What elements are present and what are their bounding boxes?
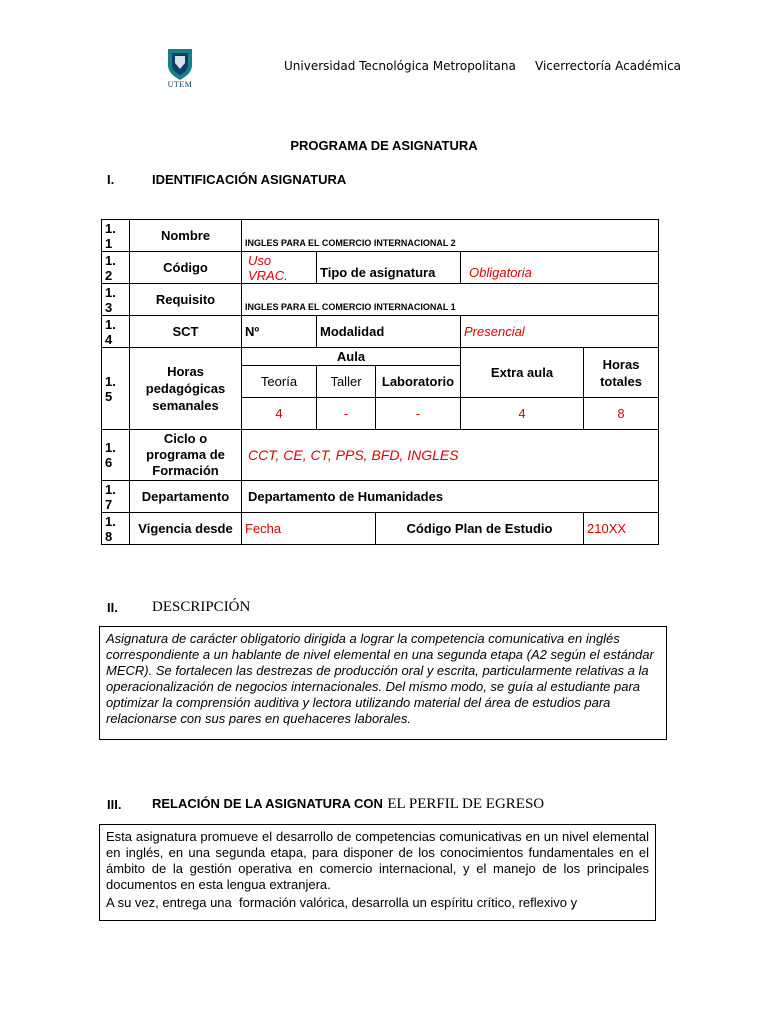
table-row — [102, 348, 659, 366]
section3-title — [152, 795, 544, 813]
table-row — [102, 430, 659, 481]
logo-text: UTEM — [167, 80, 193, 89]
table-row — [102, 220, 659, 252]
table-row — [102, 481, 659, 513]
label-tipo-asignatura: Tipo de asignatura — [317, 252, 461, 284]
label-departamento: Departamento — [130, 481, 242, 513]
label-horas-pedagogicas: Horas pedagógicas semanales — [130, 348, 242, 430]
row-number: 1. 1 — [102, 220, 130, 252]
label-vigencia: Vigencia desde — [130, 513, 242, 545]
relation-box — [99, 824, 656, 921]
value-sct: Nº — [242, 316, 317, 348]
relation-paragraph-1: Esta asignatura promueve el desarrollo de competencias comunicativas en un nivel elemental en inglés, en una segunda etapa, para disponer de los conocimientos fundamentales en el ámbito de la gestión operativa en comercio internacional, y el manejo de los principales documentos en esta lengua extranjera. — [106, 829, 649, 892]
label-horas-totales: Horas totales — [584, 348, 659, 398]
label-teoria: Teoría — [242, 366, 317, 398]
header-university: Universidad Tecnológica Metropolitana — [284, 59, 516, 73]
value-teoria: 4 — [242, 398, 317, 430]
label-requisito: Requisito — [130, 284, 242, 316]
value-laboratorio: - — [376, 398, 461, 430]
value-ciclo: CCT, CE, CT, PPS, BFD, INGLES — [242, 430, 659, 481]
label-laboratorio: Laboratorio — [376, 366, 461, 398]
section2-title: DESCRIPCIÓN — [152, 599, 251, 615]
header-office: Vicerrectoría Académica — [535, 59, 682, 73]
value-requisito: INGLES PARA EL COMERCIO INTERNACIONAL 1 — [242, 284, 659, 316]
value-modalidad: Presencial — [461, 316, 659, 348]
row-number: 1. 6 — [102, 430, 130, 481]
value-horas-totales: 8 — [584, 398, 659, 430]
value-tipo-asignatura: Obligatoria — [461, 252, 659, 284]
label-modalidad: Modalidad — [317, 316, 461, 348]
section1-title: IDENTIFICACIÓN ASIGNATURA — [152, 172, 347, 187]
description-text: Asignatura de carácter obligatorio dirigida a lograr la competencia comunicativa en inglés correspondiente a un hablante de nivel elemental en una segunda etapa (A2 según el estándar MECR). Se fortalecen las destrezas de producción oral y escrita, particularmente relativas a la operacionalización de negocios internacionales. Del mismo modo, se guía al estudiante para optimizar la comprensión auditiva y lectora utilizando material del área de estudios para relacionarse con sus pares en quehaceres laborales. — [106, 631, 654, 726]
table-row — [102, 252, 659, 284]
table-row — [102, 316, 659, 348]
value-vigencia: Fecha — [242, 513, 376, 545]
value-departamento: Departamento de Humanidades — [242, 481, 659, 513]
table-row — [102, 513, 659, 545]
value-extra-aula: 4 — [461, 398, 584, 430]
table-row — [102, 284, 659, 316]
value-taller: - — [317, 398, 376, 430]
section1-num: I. — [107, 172, 115, 187]
value-codigo-plan: 210XX — [584, 513, 659, 545]
row-number: 1. 4 — [102, 316, 130, 348]
page-title: PROGRAMA DE ASIGNATURA — [290, 138, 478, 153]
value-codigo: Uso VRAC. — [242, 252, 317, 284]
label-extra-aula: Extra aula — [461, 348, 584, 398]
identification-table — [101, 219, 659, 545]
row-number: 1. 7 — [102, 481, 130, 513]
section3-num: III. — [107, 797, 122, 812]
label-nombre: Nombre — [130, 220, 242, 252]
utem-logo — [163, 47, 197, 89]
row-number: 1. 3 — [102, 284, 130, 316]
relation-paragraph-2: A su vez, entrega una formación valórica, desarrolla un espíritu crítico, reflexivo y — [106, 895, 578, 910]
label-codigo-plan: Código Plan de Estudio — [376, 513, 584, 545]
row-number: 1. 2 — [102, 252, 130, 284]
section3-title-rest: EL PERFIL DE EGRESO — [387, 796, 545, 812]
section2-num: II. — [107, 600, 118, 615]
row-number: 1. 5 — [102, 348, 130, 430]
value-nombre: INGLES PARA EL COMERCIO INTERNACIONAL 2 — [242, 220, 659, 252]
label-sct: SCT — [130, 316, 242, 348]
label-aula: Aula — [242, 348, 461, 366]
label-ciclo: Ciclo o programa de Formación — [130, 430, 242, 481]
label-taller: Taller — [317, 366, 376, 398]
description-box — [99, 626, 667, 740]
label-codigo: Código — [130, 252, 242, 284]
section3-title-bold: RELACIÓN DE LA ASIGNATURA CON — [152, 796, 383, 811]
row-number: 1. 8 — [102, 513, 130, 545]
